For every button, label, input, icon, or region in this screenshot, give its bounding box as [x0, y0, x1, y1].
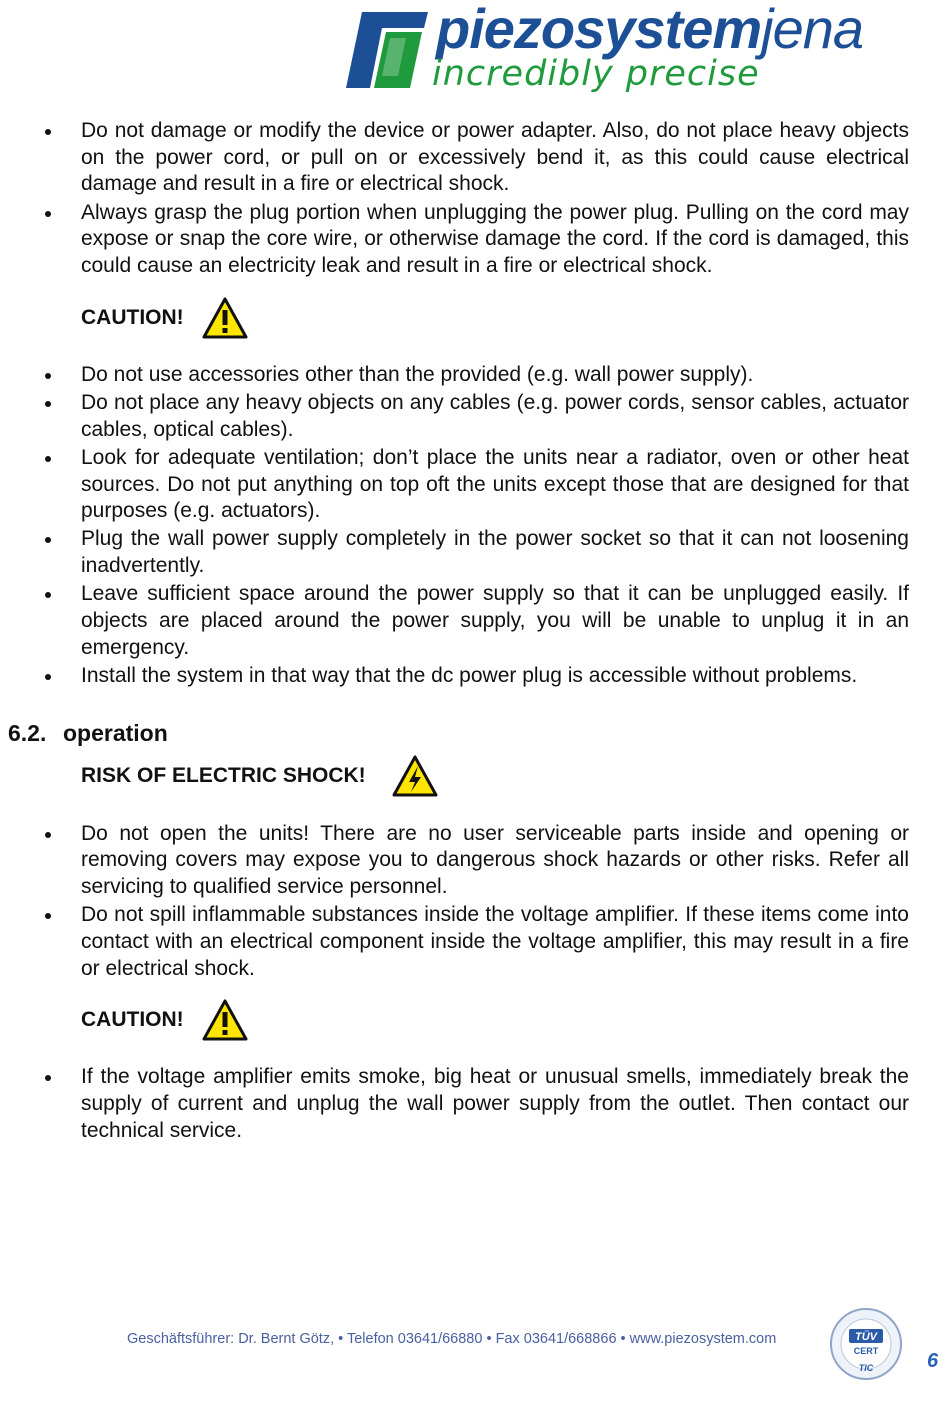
warning-exclamation-icon: [202, 297, 248, 339]
section-heading: [8, 716, 950, 750]
warning-label: CAUTION!: [81, 1008, 184, 1032]
company-logo: [340, 2, 940, 100]
bullet-dot: [45, 129, 51, 135]
footer-contact: Geschäftsführer: Dr. Bernt Götz, • Telefon 03641/66880 • Fax 03641/668866 • www.piezosystem.com: [127, 1331, 777, 1347]
high-voltage-warning-icon: [392, 755, 438, 797]
bullet-list: [0, 821, 950, 983]
bullet-dot: [45, 456, 51, 462]
bullet-list: [0, 1064, 950, 1144]
bullet-block-1: [0, 118, 950, 280]
section-operation: [0, 716, 950, 1145]
caution-heading: [81, 294, 950, 342]
list-item: Leave sufficient space around the power supply so that it can be unplugged easily. If objects are placed around the power supply, you will be unable to unplug it in an emergency.: [81, 581, 909, 661]
caution-heading: [81, 996, 950, 1044]
section-title: operation: [63, 719, 168, 746]
list-item: Always grasp the plug portion when unplugging the power plug. Pulling on the cord may expose or snap the core wire, or otherwise damage the cord. If the cord is damaged, this could cause an electricity leak and result in a fire or electrical shock.: [81, 200, 909, 280]
list-item: Look for adequate ventilation; don’t place the units near a radiator, oven or other heat sources. Do not put anything on top oft the units except those that are designed for that purposes (e.g. actuators).: [81, 445, 909, 525]
bullet-dot: [45, 401, 51, 407]
warning-label: CAUTION!: [81, 305, 184, 329]
main-content: [0, 118, 950, 1146]
list-item: Do not damage or modify the device or power adapter. Also, do not place heavy objects on the power cord, or pull on or excessively bend it, as this could cause electrical damage and result in a fire or electrical shock.: [81, 118, 909, 198]
warning-label: RISK OF ELECTRIC SHOCK!: [81, 763, 366, 787]
logo-tagline: incredibly precise: [432, 54, 760, 94]
bullet-dot: [45, 592, 51, 598]
bullet-list: [0, 362, 950, 690]
shock-warning-heading: [81, 752, 950, 800]
bullet-dot: [45, 674, 51, 680]
section-number: 6.2.: [8, 719, 47, 746]
logo-mark-icon: [342, 8, 430, 92]
tuv-certification-seal: [829, 1307, 903, 1381]
list-item: Do not open the units! There are no user serviceable parts inside and opening or removing covers may expose you to dangerous shock hazards or other risks. Refer all servicing to qualified service personnel.: [81, 821, 909, 901]
logo-wordmark: piezosystemjena: [436, 0, 864, 60]
list-item: Do not use accessories other than the provided (e.g. wall power supply).: [81, 362, 909, 389]
list-item: If the voltage amplifier emits smoke, big heat or unusual smells, immediately break the supply of current and unplug the wall power supply from the outlet. Then contact our technical service.: [81, 1064, 909, 1144]
list-item: Install the system in that way that the dc power plug is accessible without problems.: [81, 663, 909, 690]
bullet-dot: [45, 537, 51, 543]
bullet-dot: [45, 373, 51, 379]
bullet-dot: [45, 211, 51, 217]
list-item: Do not place any heavy objects on any cables (e.g. power cords, sensor cables, actuator cables, optical cables).: [81, 390, 909, 443]
cert-brand-text: TÜV: [855, 1331, 877, 1343]
list-item: Do not spill inflammable substances inside the voltage amplifier. If these items come into contact with an electrical component inside the voltage amplifier, this may result in a fire or electrical shock.: [81, 902, 909, 982]
list-item: Plug the wall power supply completely in the power socket so that it can not loosening inadvertently.: [81, 526, 909, 579]
bullet-dot: [45, 913, 51, 919]
cert-label-text: CERT: [853, 1346, 879, 1356]
bullet-dot: [45, 1075, 51, 1081]
bullet-dot: [45, 832, 51, 838]
cert-sub-text: TIC: [858, 1363, 874, 1373]
bullet-list: [0, 118, 950, 280]
caution-block-1: [0, 294, 950, 690]
warning-exclamation-icon: [202, 999, 248, 1041]
page-number: 6: [927, 1350, 939, 1372]
